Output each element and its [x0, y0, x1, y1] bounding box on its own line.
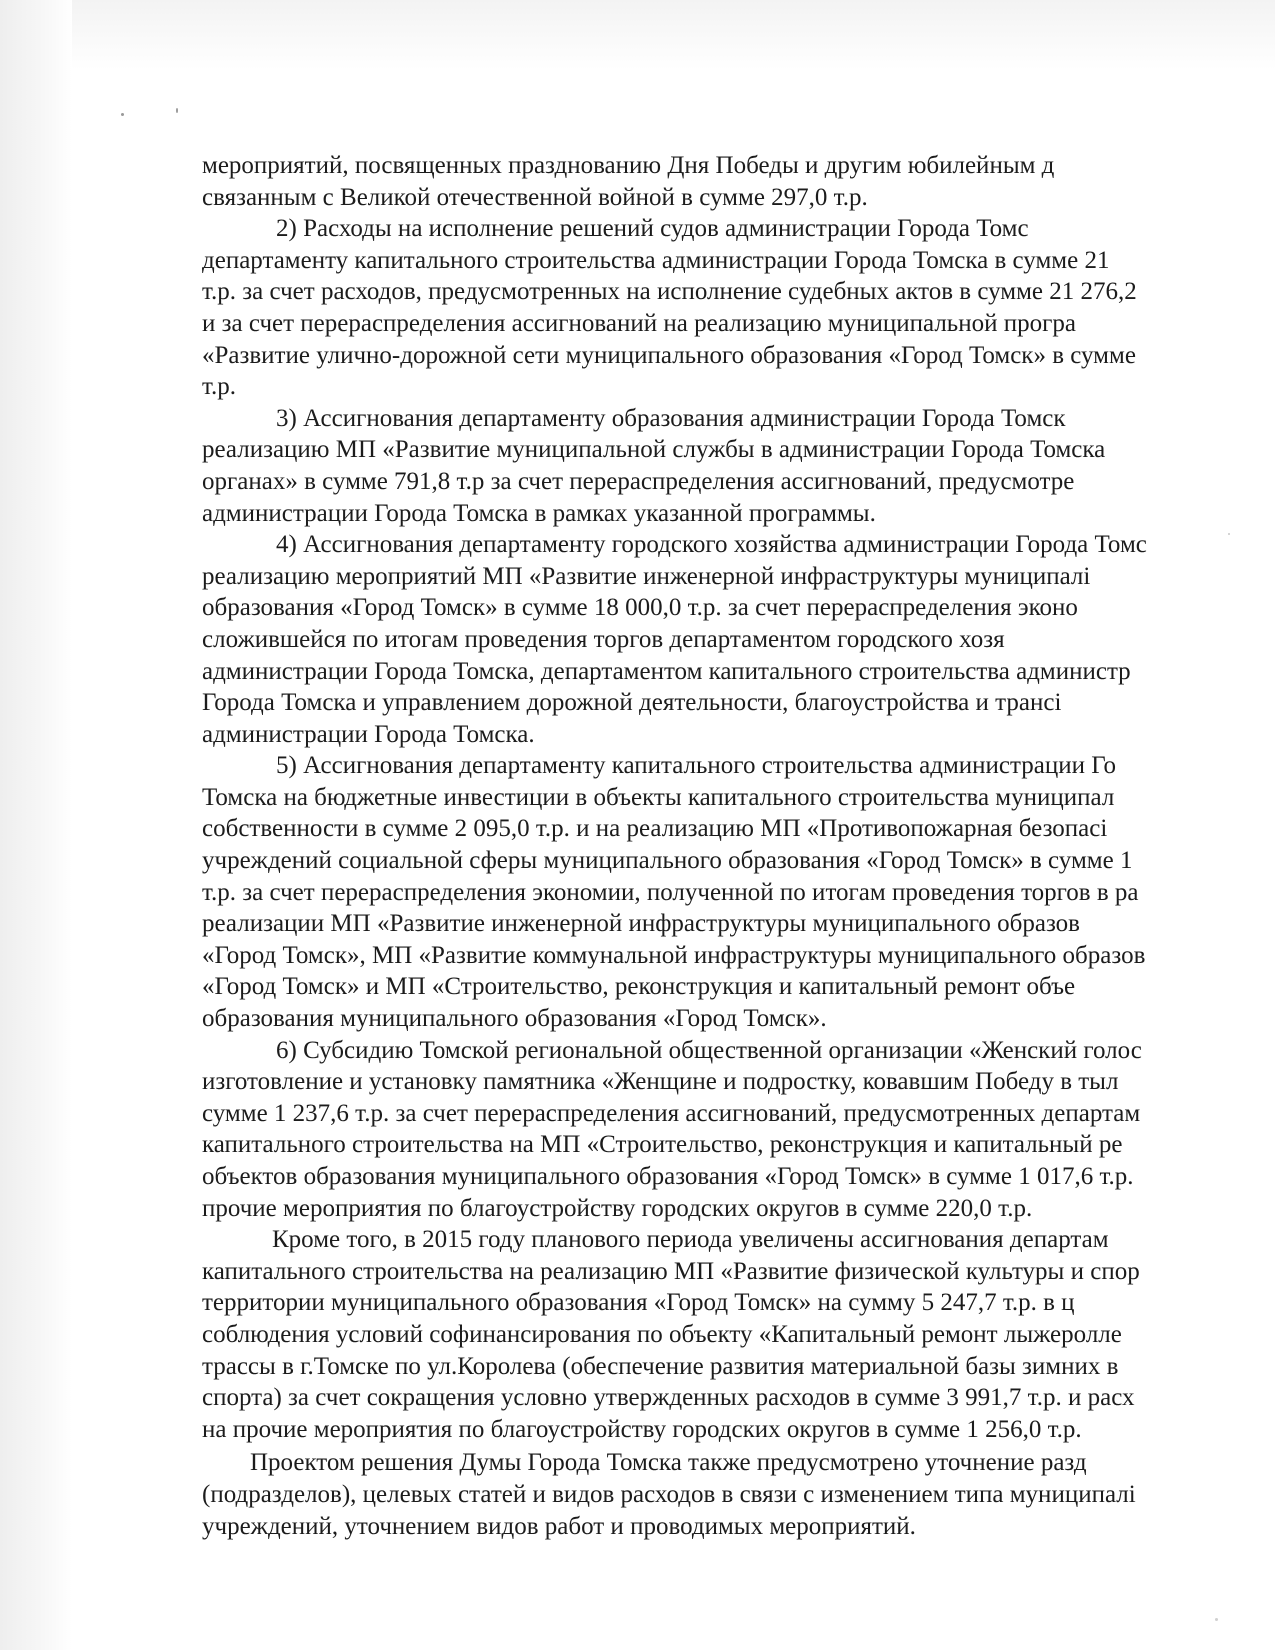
paragraph-start-line: 3) Ассигнования департаменту образования администрации Города Томск	[276, 404, 1066, 432]
text-line: реализации МП «Развитие инженерной инфраструктуры муниципального образов	[202, 910, 1080, 938]
text-line: образования муниципального образования «Город Томск».	[202, 1005, 827, 1033]
text-line: соблюдения условий софинансирования по объекту «Капитальный ремонт лыжеролле	[202, 1320, 1122, 1348]
paragraph-start-line: 4) Ассигнования департаменту городского хозяйства администрации Города Томс	[276, 531, 1147, 559]
text-line: спорта) за счет сокращения условно утвержденных расходов в сумме 3 991,7 т.р. и расх	[202, 1384, 1135, 1412]
paragraph-start-line: Кроме того, в 2015 году планового периода увеличены ассигнования департам	[272, 1226, 1109, 1254]
text-line: трассы в г.Томске по ул.Королева (обеспечение развития материальной базы зимних в	[202, 1352, 1119, 1380]
text-line: объектов образования муниципального образования «Город Томск» в сумме 1 017,6 т.р.	[202, 1163, 1134, 1190]
text-line: образования «Город Томск» в сумме 18 000,0 т.р. за счет перераспределения эконо	[202, 594, 1078, 622]
text-line: учреждений социальной сферы муниципального образования «Город Томск» в сумме 1	[202, 847, 1133, 875]
paragraph-start-line: Проектом решения Думы Города Томска также предусмотрено уточнение разд	[250, 1449, 1087, 1477]
text-line: администрации Города Томска.	[202, 720, 535, 748]
text-line: реализацию МП «Развитие муниципальной службы в администрации Города Томска	[202, 436, 1106, 464]
text-line: сумме 1 237,6 т.р. за счет перераспределения ассигнований, предусмотренных департам	[202, 1099, 1141, 1127]
text-line: территории муниципального образования «Город Томск» на сумму 5 247,7 т.р. в ц	[202, 1289, 1075, 1317]
text-line: (подразделов), целевых статей и видов расходов в связи с изменением типа муниципалі	[202, 1480, 1136, 1508]
text-line: и за счет перераспределения ассигнований на реализацию муниципальной програ	[202, 309, 1076, 337]
text-line: собственности в сумме 2 095,0 т.р. и на реализацию МП «Противопожарная безопасі	[202, 815, 1108, 843]
paragraph-start-line: 6) Субсидию Томской региональной общественной организации «Женский голос	[276, 1036, 1142, 1064]
paragraph-start-line: 2) Расходы на исполнение решений судов администрации Города Томс	[276, 215, 1029, 243]
text-line: департаменту капитального строительства администрации Города Томска в сумме 21	[202, 246, 1110, 274]
text-line: связанным с Великой отечественной войной в сумме 297,0 т.р.	[202, 183, 868, 211]
text-line: т.р. за счет расходов, предусмотренных на исполнение судебных актов в сумме 21 276,2	[202, 278, 1137, 306]
scan-left-shade	[0, 0, 72, 1650]
scan-speck	[176, 108, 178, 113]
text-line: реализацию мероприятий МП «Развитие инженерной инфраструктуры муниципалі	[202, 562, 1091, 590]
text-line: администрации Города Томска, департаментом капитального строительства администр	[202, 657, 1131, 685]
text-line: Города Томска и управлением дорожной деятельности, благоустройства и трансі	[202, 689, 1062, 717]
text-line: администрации Города Томска в рамках указанной программы.	[202, 499, 876, 527]
text-line: мероприятий, посвященных празднованию Дня Победы и другим юбилейным д	[202, 152, 1055, 179]
text-line: «Город Томск» и МП «Строительство, реконструкция и капитальный ремонт объе	[202, 973, 1076, 1001]
scan-speck	[121, 113, 124, 116]
text-line: органах» в сумме 791,8 т.р за счет перераспределения ассигнований, предусмотре	[202, 467, 1075, 495]
scan-speck	[1215, 1618, 1218, 1621]
text-line: «Город Томск», МП «Развитие коммунальной инфраструктуры муниципального образов	[202, 941, 1146, 969]
text-line: т.р.	[202, 373, 237, 401]
text-line: капитального строительства на реализацию МП «Развитие физической культуры и спор	[202, 1257, 1140, 1285]
text-line: Томска на бюджетные инвестиции в объекты капитального строительства муниципал	[202, 783, 1115, 811]
text-line: учреждений, уточнением видов работ и проводимых мероприятий.	[202, 1512, 916, 1540]
text-line: т.р. за счет перераспределения экономии, полученной по итогам проведения торгов в ра	[202, 878, 1139, 906]
text-line: капитального строительства на МП «Строительство, реконструкция и капитальный ре	[202, 1131, 1123, 1159]
paragraph-start-line: 5) Ассигнования департаменту капитального строительства администрации Го	[276, 752, 1116, 780]
document-body	[202, 150, 1275, 1542]
text-line: изготовление и установку памятника «Женщине и подростку, ковавшим Победу в тыл	[202, 1068, 1119, 1096]
text-line: на прочие мероприятия по благоустройству городских округов в сумме 1 256,0 т.р.	[202, 1415, 1082, 1443]
text-line: сложившейся по итогам проведения торгов департаментом городского хозя	[202, 625, 1005, 653]
scan-top-shade	[0, 0, 1275, 70]
text-line: прочие мероприятия по благоустройству городских округов в сумме 220,0 т.р.	[202, 1194, 1033, 1222]
text-line: «Развитие улично-дорожной сети муниципального образования «Город Томск» в сумме	[202, 341, 1136, 369]
